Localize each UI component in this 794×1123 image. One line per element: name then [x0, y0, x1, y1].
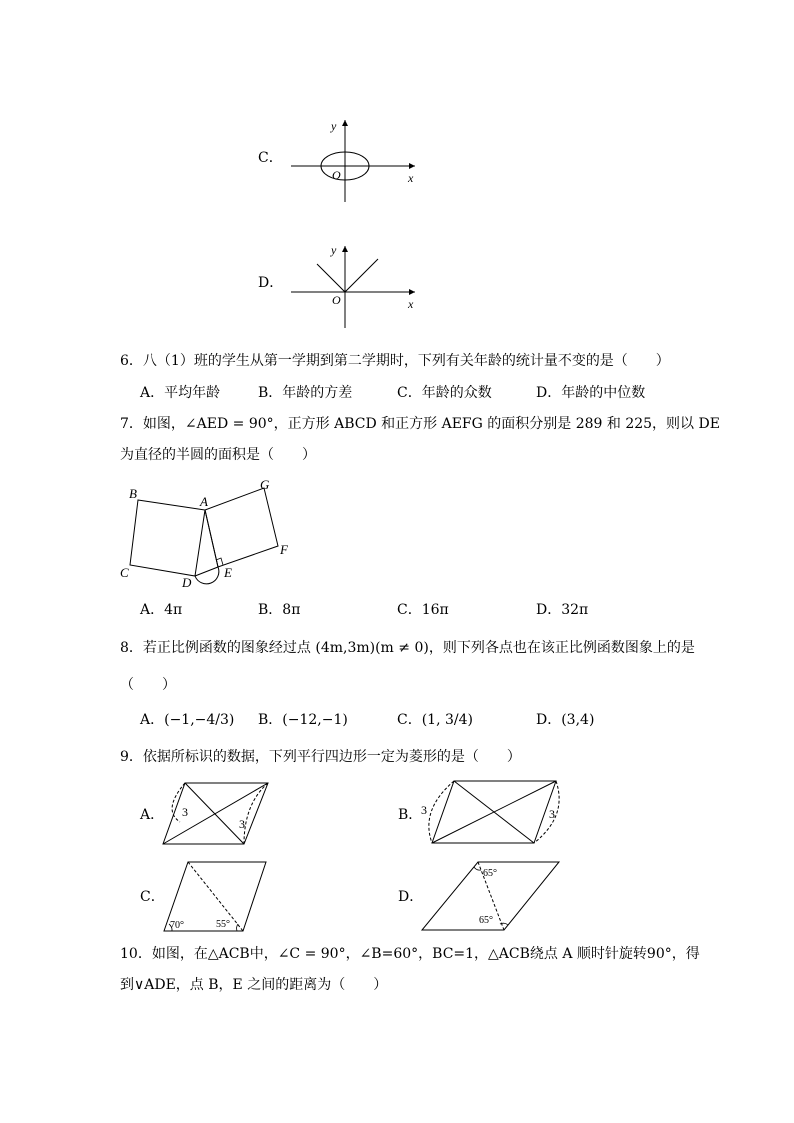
q7-option-d: D．32π [536, 602, 589, 618]
angle-arc [500, 923, 508, 925]
label-3-left: 3 [182, 805, 188, 819]
label-f: F [280, 542, 288, 557]
q10-stem-line1: 10．如图，在△ACB中，∠C = 90°，∠B=60°，BC=1，△ACB绕点 A 顺时针旋转90°，得 [120, 946, 700, 962]
q7-figure [118, 476, 298, 592]
angle-65-bottom: 65° [479, 915, 493, 926]
square-aefg [205, 488, 278, 567]
q9-stem: 9．依据所标识的数据，下列平行四边形一定为菱形的是（ ） [120, 749, 521, 765]
q8-option-d: D．(3,4) [536, 712, 595, 728]
origin-label: O [332, 293, 341, 307]
q5-option-d-label: D． [258, 275, 284, 291]
q6-option-c: C．年龄的众数 [397, 385, 492, 401]
v-shape-curve [317, 259, 378, 292]
y-axis-label: y [331, 119, 337, 133]
q6-option-a: A．平均年龄 [140, 385, 221, 401]
q9-option-a-label: A． [140, 807, 165, 823]
q9-option-c-label: C． [140, 889, 165, 905]
angle-55: 55° [216, 919, 230, 930]
q8-option-b: B．(−12,−1) [258, 712, 348, 728]
angle-65-top: 65° [483, 868, 497, 879]
label-d: D [182, 575, 192, 590]
label-3-right: 3 [239, 817, 245, 831]
q7-option-b: B．8π [258, 602, 301, 618]
x-axis-label: x [408, 297, 414, 311]
label-g: G [260, 477, 270, 492]
q7-stem-line1: 7．如图，∠AED = 90°，正方形 ABCD 和正方形 AEFG 的面积分别是 289 和 225，则以 DE [120, 416, 720, 432]
label-e: E [224, 565, 232, 580]
segment-de [195, 567, 218, 576]
label-a: A [200, 494, 208, 509]
q7-stem-line2: 为直径的半圆的面积是（ ） [120, 447, 316, 463]
q5-option-d-graph [285, 238, 425, 332]
y-axis-label: y [331, 243, 337, 257]
q6-option-b: B．年龄的方差 [258, 385, 353, 401]
q7-option-c: C．16π [397, 602, 449, 618]
label-3-right: 3 [549, 807, 555, 821]
diagonal [163, 783, 268, 844]
segment-ae [205, 510, 218, 567]
x-axis-label: x [408, 171, 414, 185]
q9-figure-d [418, 858, 564, 934]
q8-option-c: C．(1, 3/4) [397, 712, 473, 728]
q9-option-b-label: B． [398, 807, 423, 823]
label-c: C [120, 565, 129, 580]
q9-figure-a [160, 780, 272, 848]
q8-stem-line2: （ ） [120, 677, 176, 693]
origin-label: O [332, 168, 341, 182]
q7-option-a: A．4π [140, 602, 183, 618]
q10-stem-line2: 到∨ADE，点 B，E 之间的距离为（ ） [120, 977, 388, 993]
q6-option-d: D．年龄的中位数 [536, 385, 646, 401]
q9-option-d-label: D． [398, 889, 424, 905]
diagonal [185, 783, 244, 844]
label-b: B [129, 486, 137, 501]
label-3-left: 3 [421, 803, 427, 817]
semicircle-de [195, 567, 219, 584]
q8-stem-line1: 8．若正比例函数的图象经过点 (4m,3m)(m ≠ 0)，则下列各点也在该正比例函数图象上的是 [120, 640, 695, 656]
q8-option-a: A．(−1,−4/3) [140, 712, 235, 728]
q5-option-c-label: C． [258, 150, 283, 166]
square-abcd [130, 500, 205, 576]
q9-figure-b [418, 776, 570, 850]
q5-option-c-graph [285, 112, 425, 208]
q6-stem: 6．八（1）班的学生从第一学期到第二学期时，下列有关年龄的统计量不变的是（ ） [120, 353, 670, 369]
angle-arc [237, 924, 238, 931]
angle-70: 70° [170, 920, 184, 931]
q9-figure-c [160, 858, 270, 934]
